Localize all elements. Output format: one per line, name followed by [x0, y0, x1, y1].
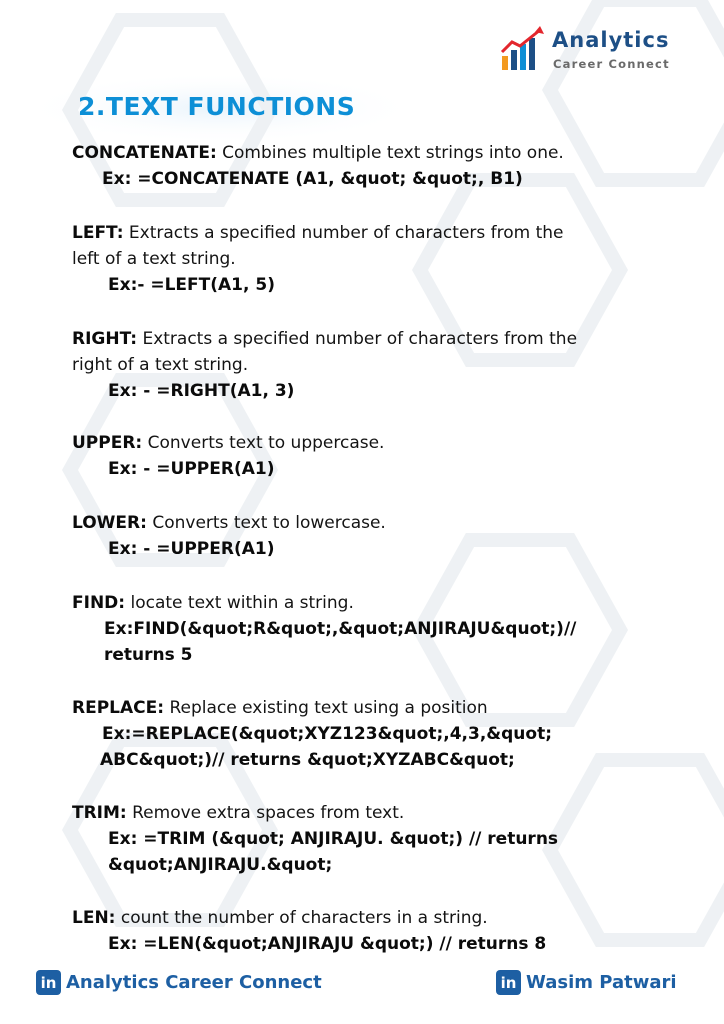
function-description: Extracts a specified number of characters from the	[137, 329, 578, 349]
function-description-cont: right of a text string.	[72, 355, 249, 375]
linkedin-icon: in	[496, 970, 521, 995]
function-description: Converts text to uppercase.	[142, 433, 385, 453]
function-example: Ex: =CONCATENATE (A1, &quot; &quot;, B1)	[102, 169, 523, 189]
function-example: Ex: - =UPPER(A1)	[108, 539, 275, 559]
footer-linkedin-company[interactable]	[36, 970, 322, 995]
function-lower	[72, 510, 652, 562]
function-example-cont: ABC&quot;)// returns &quot;XYZABC&quot;	[100, 750, 515, 770]
brand-title: Analytics	[552, 28, 670, 52]
function-description: Extracts a specified number of characters from the	[123, 223, 564, 243]
function-term: LOWER:	[72, 513, 147, 533]
function-example: Ex: - =UPPER(A1)	[108, 459, 275, 479]
function-example: Ex: =LEN(&quot;ANJIRAJU &quot;) // returns 8	[108, 934, 547, 954]
function-right	[72, 326, 652, 404]
function-len	[72, 905, 652, 957]
function-term: LEN:	[72, 908, 116, 928]
footer-linkedin-author[interactable]	[496, 970, 677, 995]
function-term: FIND:	[72, 593, 126, 613]
function-trim	[72, 800, 652, 878]
function-example: Ex:FIND(&quot;R&quot;,&quot;ANJIRAJU&quot;)//	[104, 619, 577, 639]
function-description-cont: left of a text string.	[72, 249, 236, 269]
function-term: LEFT:	[72, 223, 124, 243]
function-term: RIGHT:	[72, 329, 138, 349]
function-find	[72, 590, 652, 668]
function-left	[72, 220, 652, 298]
function-example: Ex: - =RIGHT(A1, 3)	[108, 381, 295, 401]
function-description: Remove extra spaces from text.	[126, 803, 405, 823]
footer-author-name[interactable]: Wasim Patwari	[526, 972, 677, 993]
bar-chart-arrow-icon	[500, 26, 546, 72]
linkedin-icon: in	[36, 970, 61, 995]
function-example-cont: &quot;ANJIRAJU.&quot;	[108, 855, 333, 875]
function-description: Combines multiple text strings into one.	[216, 143, 564, 163]
function-term: CONCATENATE:	[72, 143, 217, 163]
function-description: locate text within a string.	[125, 593, 354, 613]
function-term: REPLACE:	[72, 698, 165, 718]
function-upper	[72, 430, 652, 482]
footer-company-name[interactable]: Analytics Career Connect	[66, 972, 322, 993]
function-description: Replace existing text using a position	[164, 698, 488, 718]
function-example: Ex: =TRIM (&quot; ANJIRAJU. &quot;) // returns	[108, 829, 559, 849]
function-description: Converts text to lowercase.	[146, 513, 386, 533]
function-term: TRIM:	[72, 803, 127, 823]
brand-subtitle: Career Connect	[553, 57, 670, 71]
function-example-cont: returns 5	[104, 645, 193, 665]
function-replace	[72, 695, 652, 773]
brand-logo	[500, 26, 700, 76]
function-concatenate	[72, 140, 652, 192]
function-example: Ex:- =LEFT(A1, 5)	[108, 275, 275, 295]
function-term: UPPER:	[72, 433, 143, 453]
function-description: count the number of characters in a string.	[115, 908, 488, 928]
page-title: 2.TEXT FUNCTIONS	[78, 92, 356, 121]
function-example: Ex:=REPLACE(&quot;XYZ123&quot;,4,3,&quot;	[102, 724, 552, 744]
